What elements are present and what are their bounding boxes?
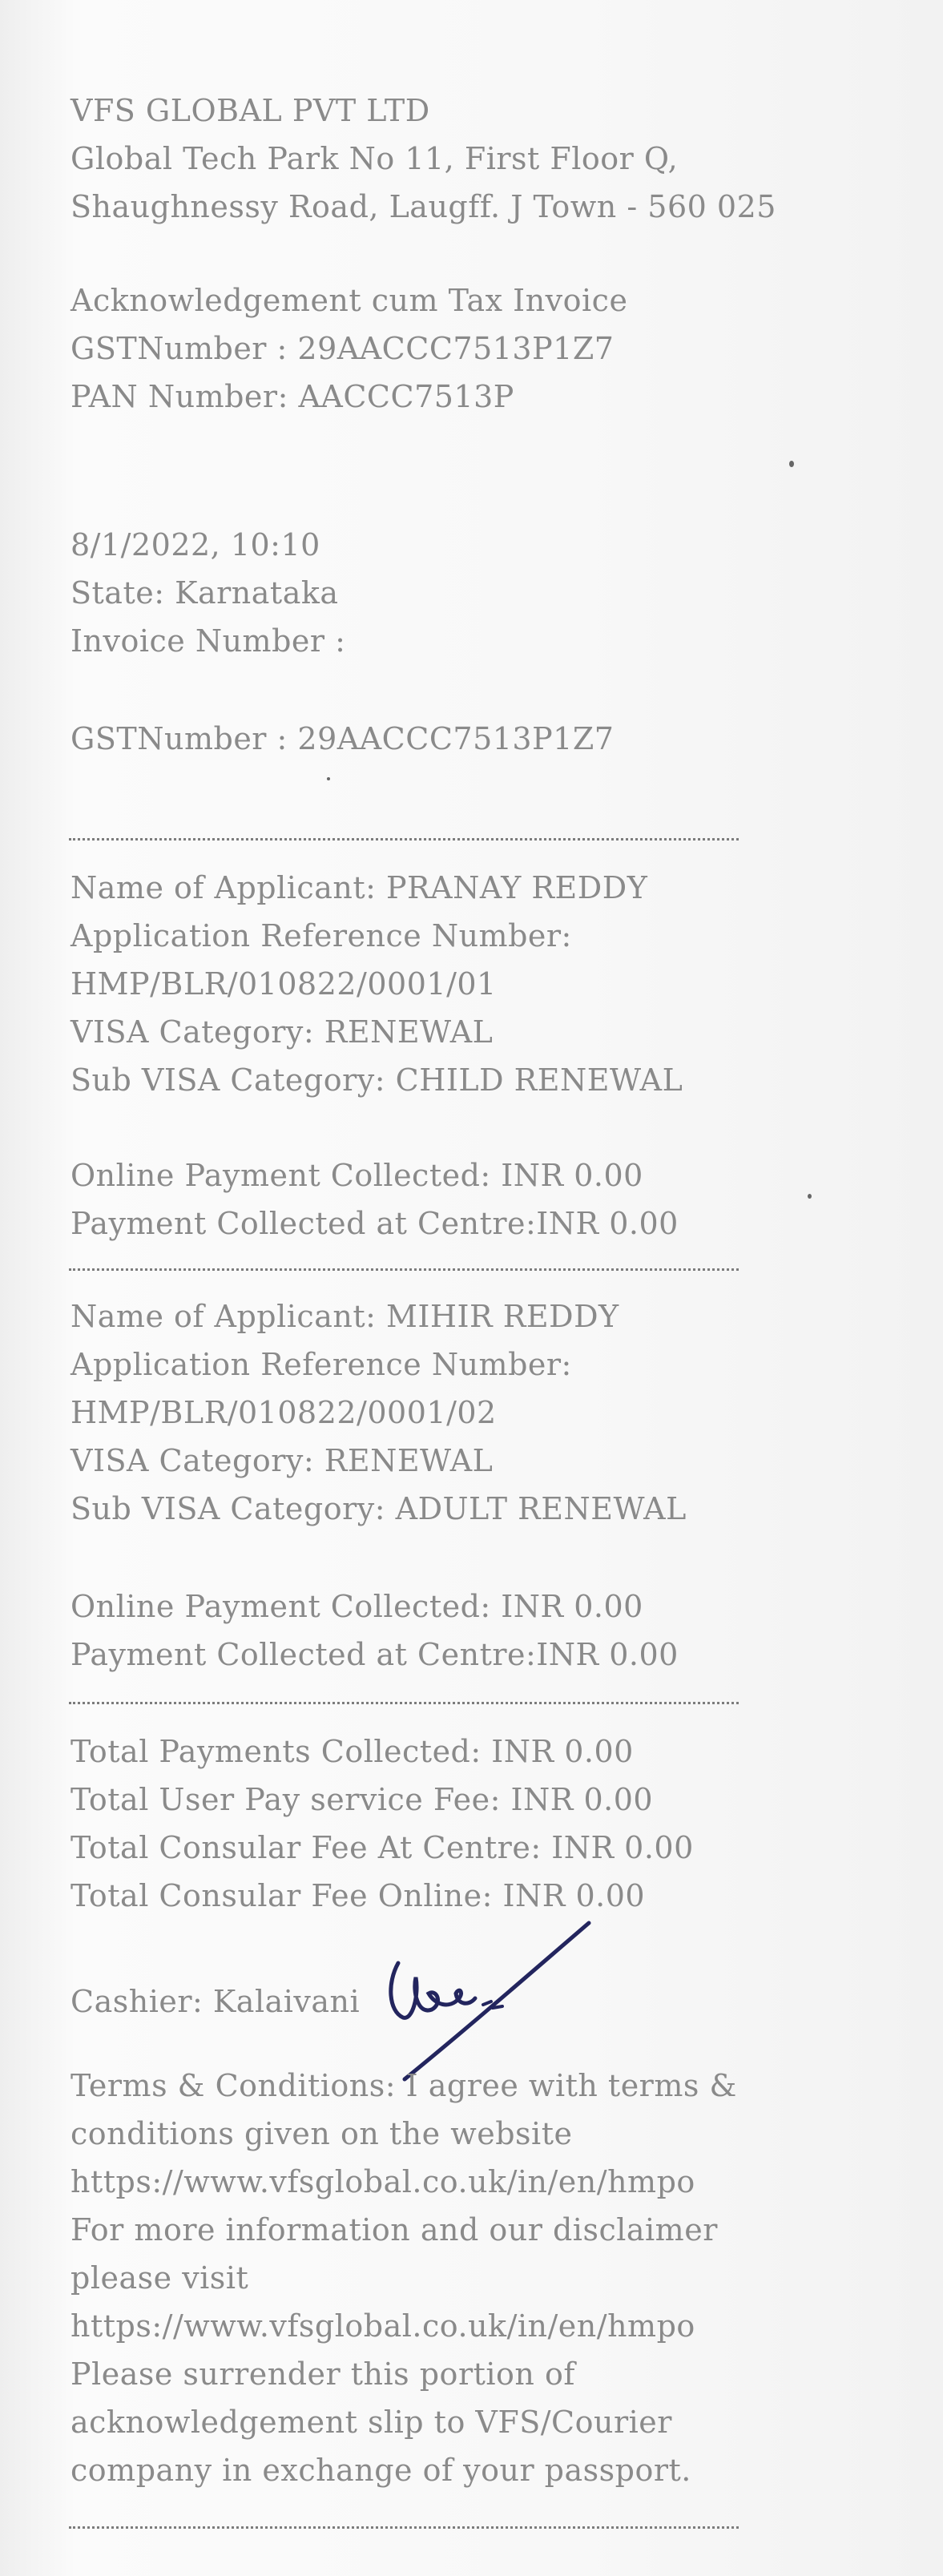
application-reference-label: Application Reference Number: (71, 1347, 572, 1382)
company-name: VFS GLOBAL PVT LTD (71, 93, 430, 128)
terms-line: Please surrender this portion of (71, 2356, 575, 2392)
terms-line: please visit (71, 2260, 249, 2296)
total-consular-fee-online: Total Consular Fee Online: INR 0.00 (71, 1878, 646, 1913)
centre-payment-collected: Payment Collected at Centre:INR 0.00 (71, 1637, 679, 1672)
terms-line: acknowledgement slip to VFS/Courier (71, 2405, 672, 2440)
applicant-section (71, 1292, 888, 1533)
online-payment-collected: Online Payment Collected: INR 0.00 (71, 1589, 643, 1624)
total-user-pay-fee: Total User Pay service Fee: INR 0.00 (71, 1782, 654, 1817)
speck (327, 777, 330, 780)
terms-line: Terms & Conditions: I agree with terms & (71, 2068, 737, 2103)
speck (808, 1194, 812, 1199)
invoice-title: Acknowledgement cum Tax Invoice (71, 283, 628, 318)
terms-link[interactable]: https://www.vfsglobal.co.uk/in/en/hmpo (71, 2164, 695, 2199)
invoice-gst-number: GSTNumber : 29AACCC7513P1Z7 (71, 331, 615, 366)
company-address-line1: Global Tech Park No 11, First Floor Q, (71, 141, 679, 176)
invoice-datetime: 8/1/2022, 10:10 (71, 527, 320, 562)
applicant-payments (71, 1582, 888, 1679)
applicant-name: Name of Applicant: PRANAY REDDY (71, 870, 648, 905)
application-reference-number: HMP/BLR/010822/0001/01 (71, 966, 497, 1002)
applicant-section (71, 864, 888, 1104)
invoice-state: State: Karnataka (71, 575, 339, 611)
divider (69, 838, 739, 841)
total-payments-collected: Total Payments Collected: INR 0.00 (71, 1734, 634, 1769)
terms-section (71, 2062, 888, 2494)
cashier-name: Cashier: Kalaivani (71, 1984, 361, 2019)
meta-gst-number: GSTNumber : 29AACCC7513P1Z7 (71, 721, 615, 756)
meta-gst (71, 715, 888, 763)
invoice-pan-number: PAN Number: AACCC7513P (71, 379, 514, 414)
totals-section (71, 1727, 888, 1920)
company-address-line2: Shaughnessy Road, Laugff. J Town - 560 025 (71, 189, 776, 224)
invoice-number: Invoice Number : (71, 623, 346, 659)
sub-visa-category: Sub VISA Category: CHILD RENEWAL (71, 1062, 683, 1098)
speck (789, 461, 794, 467)
sub-visa-category: Sub VISA Category: ADULT RENEWAL (71, 1491, 687, 1526)
terms-line: conditions given on the website (71, 2116, 573, 2151)
divider (69, 1268, 739, 1271)
terms-line: For more information and our disclaimer (71, 2212, 718, 2247)
applicant-name: Name of Applicant: MIHIR REDDY (71, 1299, 619, 1334)
terms-line: company in exchange of your passport. (71, 2453, 691, 2488)
applicant-payments (71, 1151, 888, 1248)
centre-payment-collected: Payment Collected at Centre:INR 0.00 (71, 1206, 679, 1241)
application-reference-label: Application Reference Number: (71, 918, 572, 953)
divider (69, 2526, 739, 2529)
online-payment-collected: Online Payment Collected: INR 0.00 (71, 1158, 643, 1193)
application-reference-number: HMP/BLR/010822/0001/02 (71, 1395, 497, 1430)
invoice-header (71, 276, 888, 421)
terms-link[interactable]: https://www.vfsglobal.co.uk/in/en/hmpo (71, 2308, 695, 2344)
total-consular-fee-centre: Total Consular Fee At Centre: INR 0.00 (71, 1830, 694, 1865)
invoice-meta (71, 521, 888, 665)
visa-category: VISA Category: RENEWAL (71, 1014, 494, 1050)
visa-category: VISA Category: RENEWAL (71, 1443, 494, 1478)
divider (69, 1702, 739, 1704)
company-header (71, 87, 888, 231)
